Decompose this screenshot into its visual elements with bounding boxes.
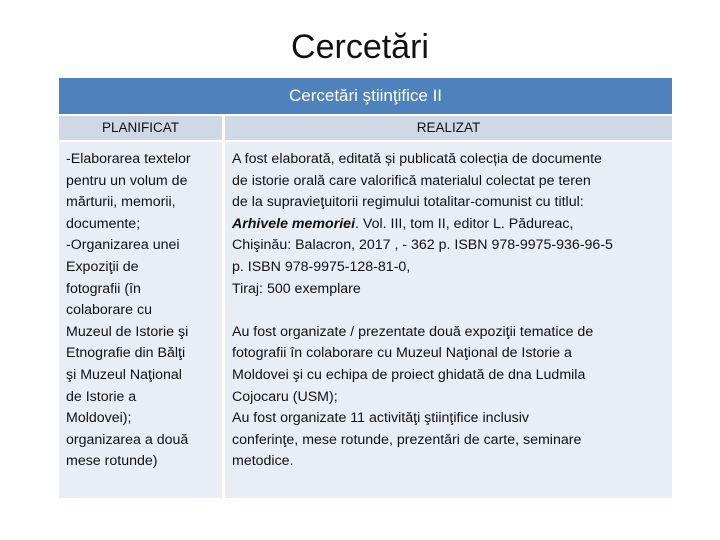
book-details: . Vol. III, tom II, editor L. Pădureac, bbox=[355, 215, 574, 232]
planned-line: pentru un volum de bbox=[66, 172, 188, 189]
planned-line: mărturii, memorii, bbox=[66, 194, 176, 211]
planned-line: -Organizarea unei bbox=[66, 237, 180, 254]
planned-line: de Istorie a bbox=[66, 388, 137, 405]
table-header: Cercetări ştiinţifice II bbox=[59, 78, 672, 114]
book-title: Arhivele memoriei bbox=[232, 215, 356, 232]
planned-line: organizarea a două bbox=[66, 431, 189, 448]
planned-line: -Elaborarea textelor bbox=[66, 151, 191, 167]
done-line: p. ISBN 978-9975-128-81-0, bbox=[232, 258, 411, 275]
done-line: fotografii în colaborare cu Muzeul Naţional de Istorie a bbox=[232, 345, 572, 362]
done-line: metodice. bbox=[232, 453, 294, 470]
column-header-planned: PLANIFICAT bbox=[59, 116, 222, 140]
research-table bbox=[59, 78, 672, 498]
done-line-book-title bbox=[232, 214, 668, 236]
done-cell bbox=[225, 142, 672, 498]
slide-title: Cercetări bbox=[291, 28, 429, 66]
paragraph-gap bbox=[232, 300, 668, 322]
done-line: Chişinău: Balacron, 2017 , - 362 p. ISBN 978-9975-936-96-5 bbox=[232, 237, 613, 254]
planned-line: Muzeul de Istorie şi bbox=[66, 323, 189, 340]
done-line: Au fost organizate / prezentate două expoziţii tematice de bbox=[232, 323, 594, 340]
done-line: de istorie orală care valorifică materialul colectat pe teren bbox=[232, 172, 591, 189]
column-header-done: REALIZAT bbox=[225, 116, 672, 140]
done-line: Cojocaru (USM); bbox=[232, 388, 338, 405]
planned-line: Moldovei); bbox=[66, 410, 132, 427]
done-line: conferinţe, mese rotunde, prezentări de carte, seminare bbox=[232, 431, 582, 448]
planned-line: mese rotunde) bbox=[66, 453, 158, 470]
planned-line: fotografii (în bbox=[66, 280, 141, 297]
done-line: de la supravieţuitorii regimului totalitar-comunist cu titlul: bbox=[232, 194, 584, 211]
planned-line: documente; bbox=[66, 215, 141, 232]
planned-line: Expoziţii de bbox=[66, 258, 139, 275]
done-line: Tiraj: 500 exemplare bbox=[232, 280, 361, 297]
planned-line: colaborare cu bbox=[66, 302, 152, 319]
done-line: Au fost organizate 11 activităţi ştiinţifice inclusiv bbox=[232, 410, 530, 427]
planned-cell bbox=[59, 142, 222, 498]
done-line: A fost elaborată, editată și publicată colecția de documente bbox=[232, 151, 602, 167]
planned-line: şi Muzeul Naţional bbox=[66, 366, 182, 383]
done-line: Moldovei şi cu echipa de proiect ghidată de dna Ludmila bbox=[232, 366, 586, 383]
planned-line: Etnografie din Bălţi bbox=[66, 345, 186, 362]
